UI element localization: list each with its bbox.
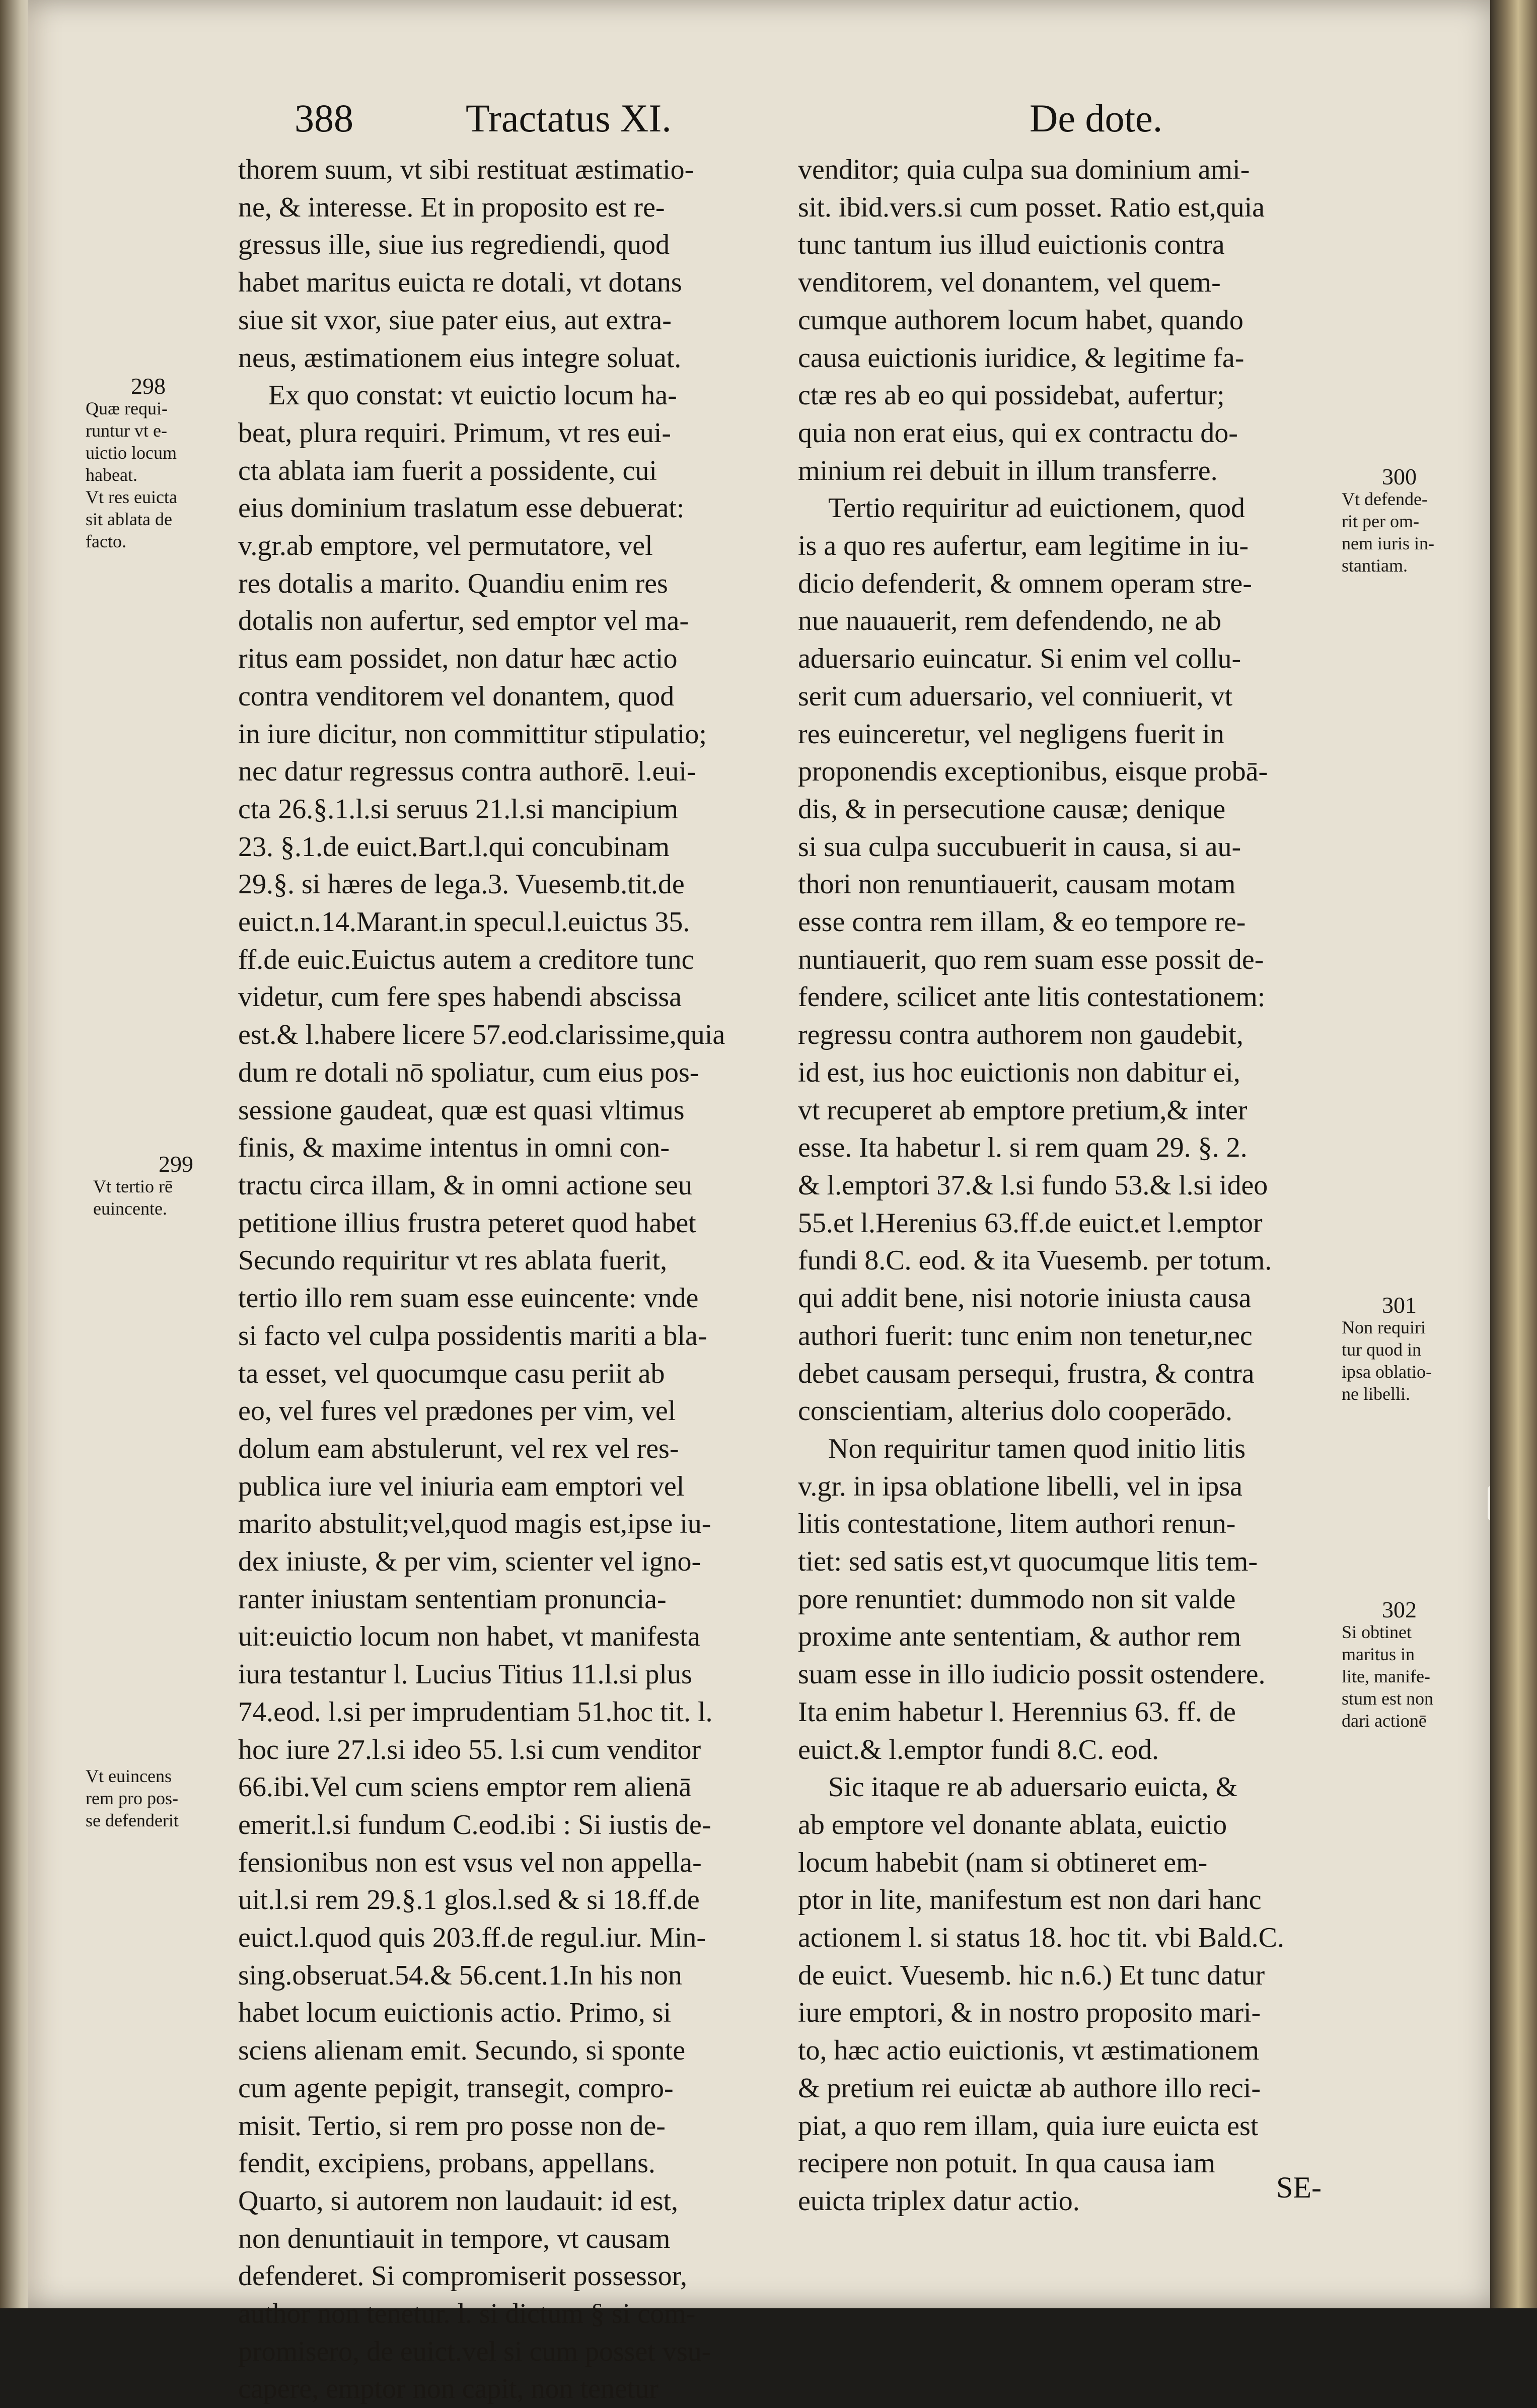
text-line: venditor; quia culpa sua dominium ami- bbox=[798, 154, 1250, 185]
catchword: SE- bbox=[1276, 2171, 1322, 2204]
text-line: eo, vel fures vel prædones per vim, vel bbox=[238, 1395, 676, 1427]
margin-note-line: facto. bbox=[86, 531, 126, 551]
margin-note-line: sit ablata de bbox=[86, 509, 172, 529]
text-line: dotalis non aufertur, sed emptor vel ma- bbox=[238, 605, 689, 637]
text-line: capere, emptor non capit, non tenetur bbox=[238, 2373, 658, 2405]
text-line: contra venditorem vel donantem, quod bbox=[238, 680, 675, 712]
text-line: habet maritus euicta re dotali, vt dotans bbox=[238, 267, 682, 299]
margin-note-line: Vt tertio rē bbox=[93, 1176, 173, 1196]
margin-note-299b bbox=[86, 1765, 179, 1831]
text-line: dex iniuste, & per vim, scienter vel igno- bbox=[238, 1546, 701, 1578]
text-line: & pretium rei euictæ ab authore illo reci- bbox=[798, 2072, 1261, 2104]
text-line: finis, & maxime intentus in omni con- bbox=[238, 1132, 670, 1164]
text-line: recipere non potuit. In qua causa iam bbox=[798, 2148, 1215, 2179]
text-line: sit. ibid.vers.si cum posset. Ratio est,quia bbox=[798, 191, 1265, 223]
text-line: esse contra rem illam, & eo tempore re- bbox=[798, 906, 1246, 938]
margin-note-299 bbox=[93, 1153, 193, 1220]
text-line: ctæ res ab eo qui possidebat, aufertur; bbox=[798, 380, 1225, 411]
text-line: defenderet. Si compromiserit possessor, bbox=[238, 2260, 688, 2292]
text-line: res dotalis a marito. Quandiu enim res bbox=[238, 568, 668, 599]
text-line: in iure dicitur, non committitur stipulatio; bbox=[238, 718, 707, 750]
text-line: uit:euictio locum non habet, vt manifesta bbox=[238, 1621, 700, 1653]
text-line: euicta triplex datur actio. bbox=[798, 2185, 1080, 2217]
text-line: dolum eam abstulerunt, vel rex vel res- bbox=[238, 1433, 679, 1464]
text-line: actionem l. si status 18. hoc tit. vbi Bald.C. bbox=[798, 1922, 1284, 1954]
text-line: res euinceretur, vel negligens fuerit in bbox=[798, 718, 1224, 750]
text-line: proxime ante sententiam, & author rem bbox=[798, 1621, 1241, 1653]
text-line: de euict. Vuesemb. hic n.6.) Et tunc datur bbox=[798, 1959, 1265, 1991]
text-line: iure emptori, & in nostro proposito mari- bbox=[798, 1997, 1261, 2029]
text-line: author non tenetur. l. si dictum § si com- bbox=[238, 2298, 696, 2330]
margin-note-line: nem iuris in- bbox=[1342, 533, 1434, 553]
margin-note-line: se defenderit bbox=[86, 1810, 179, 1830]
text-line: dum re dotali nō spoliatur, cum eius pos- bbox=[238, 1056, 699, 1088]
running-header bbox=[28, 96, 1505, 151]
text-line: euict.& l.emptor fundi 8.C. eod. bbox=[798, 1734, 1159, 1765]
text-line: Ita enim habetur l. Herennius 63. ff. de bbox=[798, 1696, 1236, 1728]
left-text-column bbox=[238, 151, 792, 2408]
text-line: publica iure vel iniuria eam emptori vel bbox=[238, 1470, 685, 1502]
text-line: 55.et l.Herenius 63.ff.de euict.et l.emptor bbox=[798, 1207, 1263, 1239]
text-line: tertio illo rem suam esse euincente: vnde bbox=[238, 1283, 699, 1314]
page-number: 388 bbox=[295, 96, 353, 140]
text-line: ff.de euic.Euictus autem a creditore tunc bbox=[238, 944, 694, 975]
text-line: misit. Tertio, si rem pro posse non de- bbox=[238, 2110, 666, 2142]
right-text-column bbox=[798, 151, 1352, 2220]
text-line: ptor in lite, manifestum est non dari hanc bbox=[798, 1884, 1262, 1916]
text-line: euict.n.14.Marant.in specul.l.euictus 35. bbox=[238, 906, 690, 938]
text-line: litis contestatione, litem authori renun- bbox=[798, 1508, 1236, 1540]
margin-note-line: habeat. bbox=[86, 465, 137, 485]
text-line: venditorem, vel donantem, vel quem- bbox=[798, 267, 1221, 299]
text-line: petitione illius frustra peteret quod habet bbox=[238, 1207, 696, 1239]
text-line: emerit.l.si fundum C.eod.ibi : Si iustis de- bbox=[238, 1809, 711, 1840]
text-line: regressu contra authorem non gaudebit, bbox=[798, 1019, 1243, 1051]
margin-note-line: runtur vt e- bbox=[86, 420, 167, 441]
running-title: Tractatus XI. bbox=[466, 96, 672, 140]
margin-note-line: Vt res euicta bbox=[86, 487, 177, 507]
text-line: siue sit vxor, siue pater eius, aut extra- bbox=[238, 304, 672, 336]
text-line: causa euictionis iuridice, & legitime fa- bbox=[798, 342, 1245, 374]
text-line: esse. Ita habetur l. si rem quam 29. §. 2. bbox=[798, 1132, 1248, 1164]
text-line: habet locum euictionis actio. Primo, si bbox=[238, 1997, 672, 2029]
margin-note-302 bbox=[1342, 1599, 1433, 1732]
text-line: cta ablata iam fuerit a possidente, cui bbox=[238, 455, 657, 486]
margin-number: 302 bbox=[1382, 1597, 1417, 1622]
text-line: authori fuerit: tunc enim non tenetur,nec bbox=[798, 1320, 1253, 1352]
margin-note-301 bbox=[1342, 1294, 1432, 1405]
margin-note-line: Vt defende- bbox=[1342, 489, 1428, 509]
text-line: fensionibus non est vsus vel non appella- bbox=[238, 1847, 702, 1878]
text-line: uit.l.si rem 29.§.1 glos.l.sed & si 18.ff.de bbox=[238, 1884, 700, 1916]
text-line: Quarto, si autorem non laudauit: id est, bbox=[238, 2185, 679, 2217]
text-line: conscientiam, alterius dolo cooperādo. bbox=[798, 1395, 1233, 1427]
margin-note-line: rit per om- bbox=[1342, 511, 1419, 531]
text-line: ne, & interesse. Et in proposito est re- bbox=[238, 191, 665, 223]
margin-note-line: Vt euincens bbox=[86, 1766, 172, 1786]
margin-number: 300 bbox=[1382, 464, 1417, 489]
text-line: gressus ille, siue ius regrediendi, quod bbox=[238, 229, 670, 261]
text-line: ranter iniustam sententiam pronuncia- bbox=[238, 1583, 667, 1615]
text-line: ta esset, vel quocumque casu periit ab bbox=[238, 1358, 665, 1389]
text-line: tractu circa illam, & in omni actione seu bbox=[238, 1169, 692, 1201]
text-line: ab emptore vel donante ablata, euictio bbox=[798, 1809, 1227, 1840]
text-line: v.gr. in ipsa oblatione libelli, vel in ipsa bbox=[798, 1470, 1242, 1502]
text-line: tiet: sed satis est,vt quocumque litis tem- bbox=[798, 1546, 1258, 1578]
text-line: suam esse in illo iudicio possit ostendere. bbox=[798, 1659, 1266, 1690]
text-line: proponendis exceptionibus, eisque probā- bbox=[798, 756, 1268, 788]
text-line: fendere, scilicet ante litis contestationem: bbox=[798, 981, 1266, 1013]
margin-note-line: lite, manife- bbox=[1342, 1666, 1430, 1686]
margin-note-line: ipsa oblatio- bbox=[1342, 1362, 1432, 1382]
text-line: marito abstulit;vel,quod magis est,ipse iu- bbox=[238, 1508, 711, 1540]
margin-note-line: dari actionē bbox=[1342, 1711, 1427, 1731]
text-line: tunc tantum ius illud euictionis contra bbox=[798, 229, 1225, 261]
text-line: v.gr.ab emptore, vel permutatore, vel bbox=[238, 530, 653, 562]
text-line: videtur, cum fere spes habendi abscissa bbox=[238, 981, 682, 1013]
text-line: sessione gaudeat, quæ est quasi vltimus bbox=[238, 1094, 685, 1126]
text-line: sing.obseruat.54.& 56.cent.1.In his non bbox=[238, 1959, 682, 1991]
margin-note-298 bbox=[86, 375, 177, 552]
text-line: eius dominium traslatum esse debuerat: bbox=[238, 492, 685, 524]
text-line: 23. §.1.de euict.Bart.l.qui concubinam bbox=[238, 831, 670, 863]
text-line: fendit, excipiens, probans, appellans. bbox=[238, 2148, 655, 2179]
text-line: is a quo res aufertur, eam legitime in iu- bbox=[798, 530, 1249, 562]
text-line: cum agente pepigit, transegit, compro- bbox=[238, 2072, 674, 2104]
text-line: Sic itaque re ab aduersario euicta, & bbox=[828, 1772, 1238, 1803]
text-line: nuntiauerit, quo rem suam esse possit de- bbox=[798, 944, 1264, 975]
text-line: sciens alienam emit. Secundo, si sponte bbox=[238, 2035, 686, 2067]
margin-note-line: maritus in bbox=[1342, 1644, 1415, 1664]
text-line: aduersario euincatur. Si enim vel collu- bbox=[798, 643, 1241, 675]
text-line: hoc iure 27.l.si ideo 55. l.si cum venditor bbox=[238, 1734, 701, 1765]
text-line: 29.§. si hæres de lega.3. Vuesemb.tit.de bbox=[238, 869, 685, 900]
text-line: dis, & in persecutione causæ; denique bbox=[798, 793, 1226, 825]
text-line: si sua culpa succubuerit in causa, si au- bbox=[798, 831, 1241, 863]
text-line: promisero, de euict.vel si cum posset vsu- bbox=[238, 2335, 711, 2367]
text-line: nec datur regressus contra authorē. l.eui- bbox=[238, 756, 696, 788]
text-line: Tertio requiritur ad euictionem, quod bbox=[828, 492, 1246, 524]
margin-note-line: tur quod in bbox=[1342, 1339, 1421, 1360]
text-line: serit cum aduersario, vel conniuerit, vt bbox=[798, 680, 1233, 712]
margin-note-line: rem pro pos- bbox=[86, 1788, 178, 1808]
margin-note-line: stantiam. bbox=[1342, 555, 1408, 576]
margin-note-line: Quæ requi- bbox=[86, 398, 168, 418]
text-line: Secundo requiritur vt res ablata fuerit, bbox=[238, 1245, 668, 1277]
text-line: & l.emptori 37.& l.si fundo 53.& l.si ideo bbox=[798, 1169, 1268, 1201]
text-line: 74.eod. l.si per imprudentiam 51.hoc tit. l. bbox=[238, 1696, 713, 1728]
text-line: est.& l.habere licere 57.eod.clarissime,quia bbox=[238, 1019, 725, 1051]
margin-number: 298 bbox=[131, 373, 166, 399]
margin-note-line: Non requiri bbox=[1342, 1317, 1426, 1337]
text-line: to, hæc actio euictionis, vt æstimationem bbox=[798, 2035, 1260, 2067]
book-page bbox=[28, 0, 1505, 2405]
margin-note-line: ne libelli. bbox=[1342, 1384, 1410, 1404]
text-line: Ex quo constat: vt euictio locum ha- bbox=[268, 380, 677, 411]
margin-note-line: Si obtinet bbox=[1342, 1622, 1412, 1642]
text-line: Non requiritur tamen quod initio litis bbox=[828, 1433, 1246, 1464]
margin-number: 301 bbox=[1382, 1292, 1417, 1318]
text-line: beat, plura requiri. Primum, vt res eui- bbox=[238, 417, 671, 449]
text-line: thori non renuntiauerit, causam motam bbox=[798, 869, 1236, 900]
text-line: vt recuperet ab emptore pretium,& inter bbox=[798, 1094, 1248, 1126]
text-line: dicio defenderit, & omnem operam stre- bbox=[798, 568, 1252, 599]
text-line: minium rei debuit in illum transferre. bbox=[798, 455, 1218, 486]
text-line: locum habebit (nam si obtineret em- bbox=[798, 1847, 1208, 1878]
margin-note-300 bbox=[1342, 466, 1434, 577]
margin-note-line: uictio locum bbox=[86, 443, 177, 463]
text-line: iura testantur l. Lucius Titius 11.l.si plus bbox=[238, 1659, 692, 1690]
margin-note-line: euincente. bbox=[93, 1198, 167, 1219]
text-line: non denuntiauit in tempore, vt causam bbox=[238, 2223, 671, 2254]
text-line: nue nauauerit, rem defendendo, ne ab bbox=[798, 605, 1222, 637]
margin-note-line: stum est non bbox=[1342, 1688, 1434, 1709]
text-line: 66.ibi.Vel cum sciens emptor rem alienā bbox=[238, 1772, 692, 1803]
text-line: pore renuntiet: dummodo non sit valde bbox=[798, 1583, 1236, 1615]
text-line: fundi 8.C. eod. & ita Vuesemb. per totum. bbox=[798, 1245, 1272, 1277]
text-line: cumque authorem locum habet, quando bbox=[798, 304, 1243, 336]
text-line: cta 26.§.1.l.si seruus 21.l.si mancipium bbox=[238, 793, 679, 825]
text-line: id est, ius hoc euictionis non dabitur ei, bbox=[798, 1056, 1240, 1088]
text-line: quia non erat eius, qui ex contractu do- bbox=[798, 417, 1238, 449]
text-line: qui addit bene, nisi notorie iniusta causa bbox=[798, 1283, 1252, 1314]
text-line: si facto vel culpa possidentis mariti a bla- bbox=[238, 1320, 707, 1352]
book-fore-edge bbox=[1490, 0, 1537, 2308]
text-line: debet causam persequi, frustra, & contra bbox=[798, 1358, 1255, 1389]
text-line: neus, æstimationem eius integre soluat. bbox=[238, 342, 682, 374]
text-line: euict.l.quod quis 203.ff.de regul.iur. Min- bbox=[238, 1922, 706, 1954]
text-line: piat, a quo rem illam, quia iure euicta est bbox=[798, 2110, 1259, 2142]
text-line: ritus eam possidet, non datur hæc actio bbox=[238, 643, 678, 675]
text-line: thorem suum, vt sibi restituat æstimatio- bbox=[238, 154, 694, 185]
section-title: De dote. bbox=[1030, 96, 1163, 140]
margin-number: 299 bbox=[159, 1151, 193, 1177]
